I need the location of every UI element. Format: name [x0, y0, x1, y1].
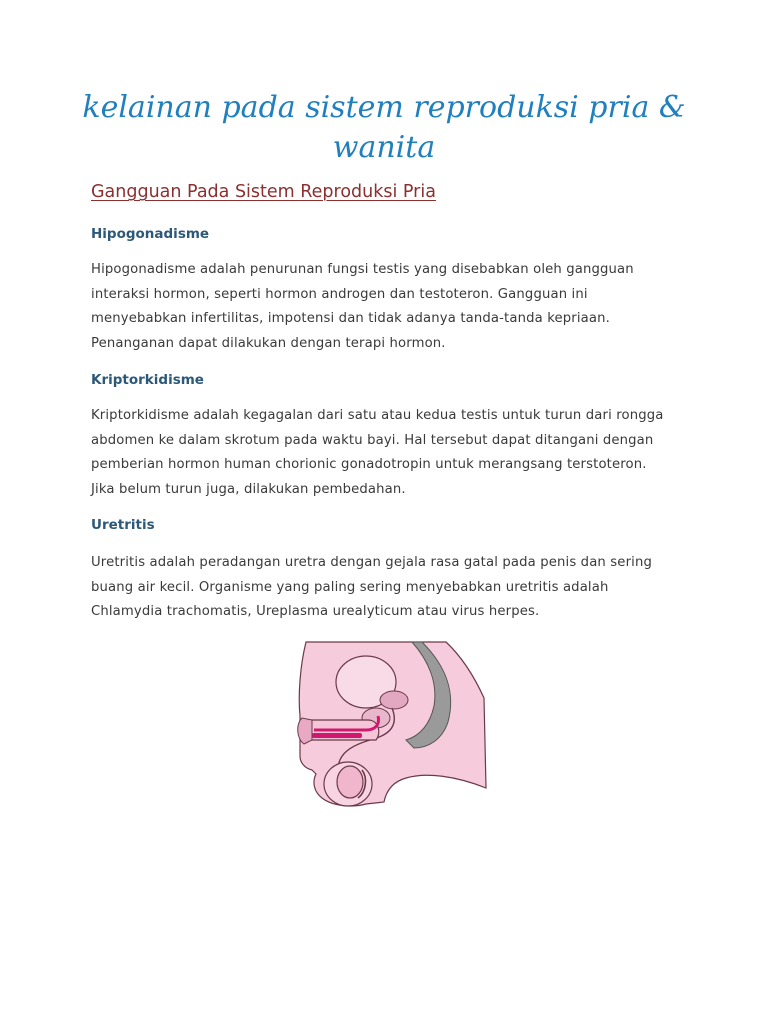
topic-paragraph-uretritis — [91, 551, 691, 625]
paragraph-line: Jika belum turun juga, dilakukan pembedahan. — [91, 481, 406, 497]
paragraph-line: Hipogonadisme adalah penurunan fungsi testis yang disebabkan oleh gangguan — [91, 262, 634, 277]
male-reproductive-anatomy-illustration — [296, 636, 488, 812]
paragraph-line: interaksi hormon, seperti hormon androgen dan testoteron. Gangguan ini — [91, 286, 588, 302]
paragraph-line: Kriptorkidisme adalah kegagalan dari satu atau kedua testis untuk turun dari rongga — [91, 408, 664, 423]
corpus-spongiosum — [312, 733, 362, 738]
paragraph-line: abdomen ke dalam skrotum pada waktu bayi. Hal tersebut dapat ditangani dengan — [91, 432, 654, 448]
paragraph-line: Chlamydia trachomatis, Ureplasma urealyticum atau virus herpes. — [91, 604, 540, 619]
paragraph-line: buang air kecil. Organisme yang paling sering menyebabkan uretritis adalah — [91, 579, 609, 595]
topic-paragraph-hipogonadisme — [91, 258, 691, 356]
paragraph-line: menyebabkan infertilitas, impotensi dan tidak adanya tanda-tanda kepriaan. — [91, 311, 610, 326]
section-heading: Gangguan Pada Sistem Reproduksi Pria — [91, 182, 436, 202]
paragraph-line: pemberian hormon human chorionic gonadotropin untuk merangsang terstoteron. — [91, 457, 647, 472]
topic-heading-hipogonadisme: Hipogonadisme — [91, 226, 210, 242]
testis — [337, 766, 363, 798]
topic-heading-uretritis: Uretritis — [91, 517, 155, 533]
glans — [298, 718, 312, 744]
topic-heading-kriptorkidisme: Kriptorkidisme — [91, 372, 204, 388]
topic-paragraph-kriptorkidisme — [91, 404, 691, 502]
seminal-vesicle — [380, 691, 408, 709]
document-title: kelainan pada sistem reproduksi pria & wanita — [82, 90, 686, 165]
paragraph-line: Penanganan dapat dilakukan dengan terapi hormon. — [91, 335, 446, 351]
paragraph-line: Uretritis adalah peradangan uretra dengan gejala rasa gatal pada penis dan sering — [91, 555, 652, 570]
